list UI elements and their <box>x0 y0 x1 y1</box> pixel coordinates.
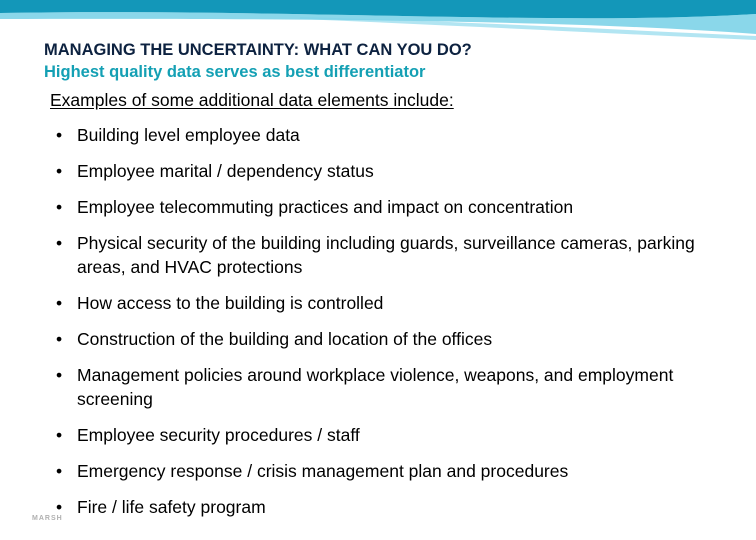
marsh-logo: MARSH <box>32 515 63 522</box>
list-item-text: Employee security procedures / staff <box>77 425 360 445</box>
list-item <box>56 231 736 279</box>
list-item <box>56 459 736 483</box>
list-item-text: How access to the building is controlled <box>77 293 384 313</box>
list-item-text: Employee marital / dependency status <box>77 161 374 181</box>
list-item-text: Emergency response / crisis management plan and procedures <box>77 461 569 481</box>
list-item-text: Construction of the building and location of the offices <box>77 329 493 349</box>
bullet-icon: • <box>56 365 63 385</box>
intro-text: Examples of some additional data elements include: <box>50 90 454 110</box>
list-item-text: Fire / life safety program <box>77 497 266 517</box>
list-item <box>56 423 736 447</box>
list-item-text: Employee telecommuting practices and impact on concentration <box>77 197 574 217</box>
decorative-header-band <box>0 0 756 40</box>
bullet-icon: • <box>56 461 63 481</box>
slide-subtitle: Highest quality data serves as best differentiator <box>44 63 426 81</box>
list-item-text: Physical security of the building including guards, surveillance cameras, parking areas, and HVAC protections <box>77 233 695 277</box>
list-item <box>56 159 736 183</box>
bullet-icon: • <box>56 197 63 217</box>
bullet-icon: • <box>56 161 63 181</box>
bullet-icon: • <box>56 125 63 145</box>
slide-title: MANAGING THE UNCERTAINTY: WHAT CAN YOU DO? <box>44 41 472 59</box>
list-item <box>56 327 736 351</box>
list-item-text: Building level employee data <box>77 125 300 145</box>
list-item-text: Management policies around workplace violence, weapons, and employment screening <box>77 365 674 409</box>
bullet-icon: • <box>56 233 63 253</box>
bullet-icon: • <box>56 293 63 313</box>
list-item <box>56 123 736 147</box>
list-item <box>56 291 736 315</box>
list-item <box>56 495 736 519</box>
list-item <box>56 195 736 219</box>
list-item <box>56 363 736 411</box>
bullet-icon: • <box>56 329 63 349</box>
bullet-icon: • <box>56 497 63 517</box>
bullet-icon: • <box>56 425 63 445</box>
